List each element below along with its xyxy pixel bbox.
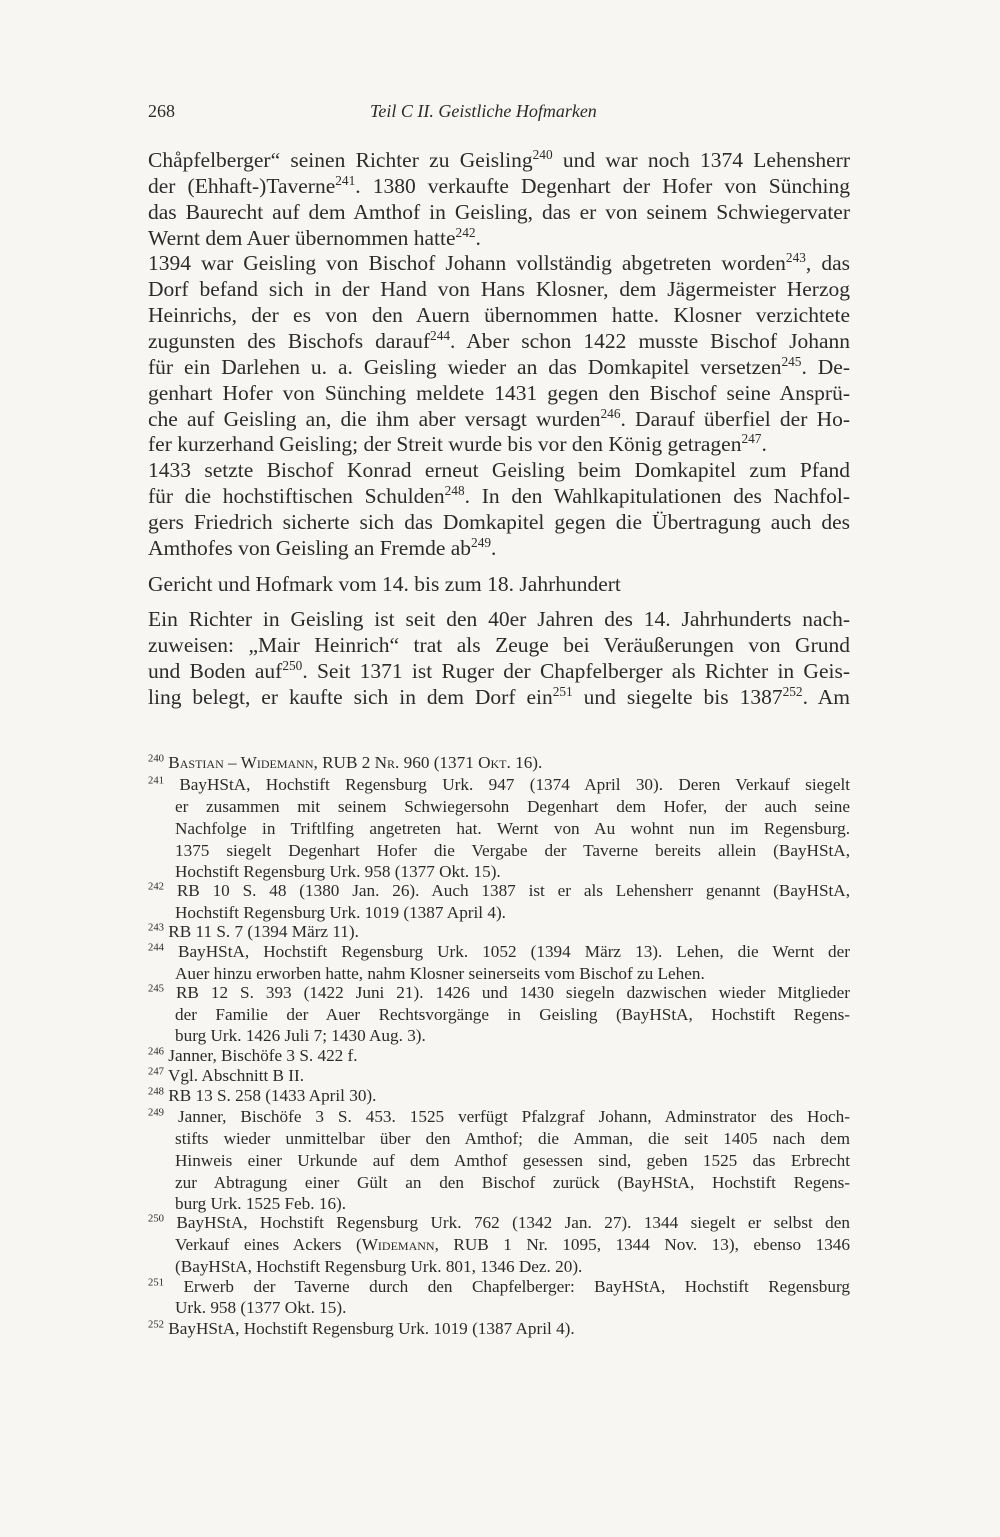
footnote-ref: 249 [471,534,492,550]
body-line: che auf Geisling an, die ihm aber versagt wurden$^{246}$. Darauf überfiel der Ho- [148,405,850,431]
footnote-number: 240 [148,753,164,765]
footnote-ref: 245 [781,353,802,369]
footnote-number: 247 [148,1066,164,1078]
footnote-ref: 246 [600,405,621,421]
footnote-line: Auer hinzu erworben hatte, nahm Klosner seinerseits vom Bischof zu Lehen. [175,964,705,983]
footnote-ref: 250 [282,657,303,673]
footnote-ref: 241 [335,172,356,188]
footnote-250: $^{250}$ BayHStA, Hochstift Regensburg Urk. 762 (1342 Jan. 27). 1344 siegelt er selbst den [148,1213,851,1232]
footnote-number: 251 [148,1277,164,1289]
footnote-ref: 252 [782,683,803,699]
body-line: 1394 war Geisling von Bischof Johann vollständig abgetreten worden$^{243}$, das [148,249,850,275]
body-line: genhart Hofer von Sünching meldete 1431 gegen den Bischof seine Ansprü- [148,381,850,405]
footnote-ref: 251 [552,683,573,699]
footnote-number: 252 [148,1319,164,1331]
footnote-ref: 242 [455,224,476,240]
body-line: zuweisen: „Mair Heinrich“ trat als Zeuge bei Veräußerungen von Grund [148,633,850,657]
footnote-243: $^{243}$ RB 11 S. 7 (1394 März 11). [148,922,359,941]
footnote-number: 242 [148,881,164,893]
section-heading: Gericht und Hofmark vom 14. bis zum 18. Jahrhundert [148,572,621,596]
footnote-240: $^{240}$ Bastian – Widemann, RUB 2 Nr. 960 (1371 Okt. 16). [148,753,543,772]
footnote-241: $^{241}$ BayHStA, Hochstift Regensburg Urk. 947 (1374 April 30). Deren Verkauf siegelt [148,775,850,794]
footnote-number: 249 [148,1107,164,1119]
footnote-ref: 243 [785,249,806,265]
body-line: und Boden auf$^{250}$. Seit 1371 ist Ruger der Chapfelberger als Richter in Geis- [148,657,850,683]
footnote-252: $^{252}$ BayHStA, Hochstift Regensburg Urk. 1019 (1387 April 4). [148,1319,575,1338]
footnote-245: $^{245}$ RB 12 S. 393 (1422 Juni 21). 1426 und 1430 siegeln dazwischen wieder Mitglieder [148,983,851,1002]
footnote-ref: 240 [532,146,553,162]
footnote-line: er zusammen mit seinem Schwiegersohn Degenhart dem Hofer, der auch seine [175,797,850,816]
footnote-line: der Familie der Auer Rechtsvorgänge in Geisling (BayHStA, Hochstift Regens- [175,1005,850,1024]
body-line: Heinrichs, der es von den Auern übernommen hatte. Klosner verzichtete [148,303,850,327]
footnote-line: burg Urk. 1426 Juli 7; 1430 Aug. 3). [175,1026,426,1045]
footnote-line: Nachfolge in Triftlfing angetreten hat. Wernt von Au wohnt nun im Regensburg. [175,819,850,838]
footnote-line: Hochstift Regensburg Urk. 958 (1377 Okt. 15). [175,862,501,881]
footnote-ref: 247 [741,430,762,446]
footnote-line: Verkauf eines Ackers (Widemann, RUB 1 Nr. 1095, 1344 Nov. 13), ebenso 1346 [175,1235,850,1254]
footnote-line: (BayHStA, Hochstift Regensburg Urk. 801, 1346 Dez. 20). [175,1257,583,1276]
footnote-ref: 244 [430,327,451,343]
footnote-line: Hochstift Regensburg Urk. 1019 (1387 April 4). [175,903,506,922]
footnote-number: 248 [148,1086,164,1098]
footnote-number: 243 [148,922,164,934]
footnote-number: 241 [148,775,164,787]
footnote-244: $^{244}$ BayHStA, Hochstift Regensburg Urk. 1052 (1394 März 13). Lehen, die Wernt der [148,942,851,961]
footnote-line: Urk. 958 (1377 Okt. 15). [175,1298,347,1317]
footnote-number: 246 [148,1046,164,1058]
body-line: gers Friedrich sicherte sich das Domkapitel gegen die Übertragung auch des [148,510,850,534]
body-line: Wernt dem Auer übernommen hatte$^{242}$. [148,224,481,250]
body-line: zugunsten des Bischofs darauf$^{244}$. Aber schon 1422 musste Bischof Johann [148,327,850,353]
footnote-line: 1375 siegelt Degenhart Hofer die Vergabe der Taverne bereits allein (BayHStA, [175,841,850,860]
body-line: Amthofes von Geisling an Fremde $ab^{249}$. [148,534,497,560]
footnote-ref: 248 [444,482,465,498]
body-line: Ein Richter in Geisling ist seit den 40er Jahren des 14. Jahrhunderts nach- [148,607,850,631]
running-title: Teil C II. Geistliche Hofmarken [370,101,597,121]
body-line: 1433 setzte Bischof Konrad erneut Geisling beim Domkapitel zum Pfand [148,458,850,482]
body-line: der (Ehhaft-)Taverne$^{241}$. 1380 verkaufte Degenhart der Hofer von Sünching [148,172,850,198]
body-line: für ein Darlehen u. a. Geisling wieder an das Domkapitel versetzen$^{245}$. De- [148,353,850,379]
footnote-line: Hinweis einer Urkunde auf dem Amthof gesessen sind, geben 1525 das Erbrecht [175,1151,850,1170]
footnote-251: $^{251}$ Erwerb der Taverne durch den Chapfelberger: BayHStA, Hochstift Regensburg [148,1277,850,1296]
body-line: Dorf befand sich in der Hand von Hans Klosner, dem Jägermeister Herzog [148,277,850,301]
footnote-242: $^{242}$ RB 10 S. 48 (1380 Jan. 26). Auch 1387 ist er als Lehensherr genannt (BayHStA, [148,881,850,900]
footnote-line: zur Abtragung einer Gült an den Bischof zurück (BayHStA, Hochstift Regens- [175,1173,850,1192]
page-number: 268 [148,101,175,121]
footnote-246: $^{246}$ Janner, Bischöfe 3 S. 422 f. [148,1046,358,1065]
footnote-249: $^{249}$ Janner, Bischöfe 3 S. 453. 1525 verfügt Pfalzgraf Johann, Adminstrator des Hoch- [148,1107,851,1126]
footnote-248: $^{248}$ RB 13 S. 258 (1433 April 30). [148,1086,377,1105]
footnote-line: stifts wieder unmittelbar über den Amthof; die Amman, die seit 1405 nach dem [175,1129,850,1148]
footnote-line: burg Urk. 1525 Feb. 16). [175,1194,347,1213]
body-line: Chåpfelberger“ seinen Richter zu Geisling$^{240}$ und war noch 1374 Lehensherr [148,146,850,172]
page-header [148,101,850,127]
footnote-number: 245 [148,983,164,995]
body-line: ling belegt, er kaufte sich in dem Dorf ein$^{251}$ und siegelte bis 1387$^{252}$. Am [148,683,850,709]
body-line: für die hochstiftischen Schulden$^{248}$. In den Wahlkapitulationen des Nachfol- [148,482,850,508]
footnote-number: 250 [148,1213,164,1225]
body-line: das Baurecht auf dem Amthof in Geisling, das er von seinem Schwiegervater [148,200,850,224]
footnote-number: 244 [148,942,164,954]
footnote-247: $^{247}$ Vgl. Abschnitt B II. [148,1066,305,1085]
body-line: fer kurzerhand Geisling; der Streit wurde bis vor den König getragen$^{247}$. [148,430,767,456]
